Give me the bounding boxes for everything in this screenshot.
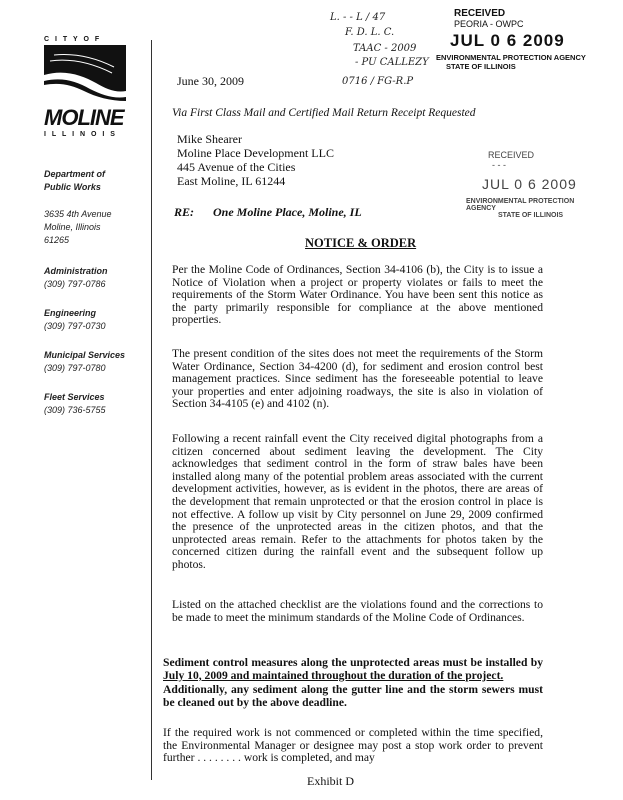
stamp2-office: - - - [492,160,506,170]
exhibit-footer: Exhibit D [307,774,354,788]
sidebar-address-2: Moline, Illinois [44,222,101,232]
delivery-method: Via First Class Mail and Certified Mail Return Receipt Requested [172,107,476,119]
re-subject: One Moline Place, Moline, IL [213,205,362,219]
sidebar-contact-phone: (309) 797-0786 [44,279,106,289]
sidebar-contact-label: Fleet Services [44,392,105,402]
stop-work-paragraph: If the required work is not commenced or completed within the time specified, the Environmental Manager or designee may post a stop work order to prevent further . . . . . . . . work is completed, and may [163,726,543,765]
letter-date: June 30, 2009 [177,74,244,88]
sidebar-contact-label: Municipal Services [44,350,126,360]
stamp-office: PEORIA - OWPC [454,19,524,29]
sidebar-contact-phone: (309) 797-0780 [44,363,106,373]
recipient-city: East Moline, IL 61244 [177,174,286,188]
stamp-received-label: RECEIVED [454,8,506,19]
recipient-name: Mike Shearer [177,132,242,146]
sidebar-divider [151,40,152,780]
deadline-date: July 10, 2009 and maintained throughout the duration of the project. [163,668,504,682]
sidebar-contact-label: Engineering [44,308,97,318]
handwritten-note-2: F. D. L. C. [345,27,395,38]
deadline-text: Sediment control measures along the unprotected areas must be installed by [163,656,543,669]
handwritten-note-1: L. - - L / 47 [330,12,386,23]
deadline-paragraph [163,657,543,682]
handwritten-note-5: 0716 / FG-R.P [342,76,414,87]
stamp2-received-label: RECEIVED [488,150,535,160]
sidebar-contact-phone: (309) 736-5755 [44,405,106,415]
sidebar-address-3: 61265 [44,235,70,245]
re-label: RE: [174,205,195,219]
sidebar-address-1: 3635 4th Avenue [44,209,112,219]
sidebar-department: Department of Public Works [44,169,106,192]
logo-name: MOLINE [44,105,124,130]
logo-river-icon [44,45,126,103]
stamp-date: JUL 0 6 2009 [450,31,565,50]
logo-state: I L L I N O I S [44,131,117,138]
paragraph-4: Listed on the attached checklist are the violations found and the corrections to be made to meet the minimum standards of the Moline Code of Ordinances. [172,598,543,624]
stamp2-date: JUL 0 6 2009 [482,176,577,192]
sidebar [44,168,134,417]
cleanup-paragraph: Additionally, any sediment along the gutter line and the storm sewers must be cleaned out by the above deadline. [163,683,543,709]
recipient-company: Moline Place Development LLC [177,146,334,160]
stamp2-agency: ENVIRONMENTAL PROTECTION AGENCY [466,198,575,212]
stamp-agency: ENVIRONMENTAL PROTECTION AGENCY [436,53,586,62]
city-logo [44,36,134,138]
paragraph-1: Per the Moline Code of Ordinances, Section 34-4106 (b), the City is to issue a Notice of Violation when a project or property violates or fails to meet the requirements of the Storm Water Ordinance. You have been sent this notice as the party primarily responsible for compliance at the above mentioned properties. [172,263,543,327]
handwritten-note-4: - PU CALLEZY [355,57,429,68]
received-stamp-middle [466,150,596,219]
received-stamp-top [436,8,586,71]
recipient-street: 445 Avenue of the Cities [177,160,296,174]
recipient-block [177,132,334,188]
paragraph-3: Following a recent rainfall event the City received digital photographs from a citizen concerned about sediment leaving the development. The City acknowledges that sediment control in the form of straw bales have been installed along many of the potential problem areas associated with the current development activities, however, as is evident in the photos, there are areas of the development that remain unprotected or that the erosion control in place is not effective. A follow up visit by City personnel on June 29, 2009 confirmed the presence of the unprotected areas in the citizen photos, and that the unprotected areas remain. Refer to the attachments for photos taken by the concerned citizen during the rainfall event and the subsequent follow up photos. [172,432,543,571]
paragraph-2: The present condition of the sites does not meet the requirements of the Storm Water Ordinance, Section 34-4200 (d), for sediment and erosion control best management practices. Since sediment has the foreseeable potential to leave your properties and enter adjoining roadways, the site is also in violation of Section 34-4105 (e) and 4102 (n). [172,347,543,411]
handwritten-note-3: TAAC - 2009 [353,43,417,54]
stamp-state: STATE OF ILLINOIS [446,62,516,71]
logo-city-of: C I T Y O F [44,36,102,43]
sidebar-contact-phone: (309) 797-0730 [44,321,106,331]
re-line [174,205,362,220]
sidebar-contact-label: Administration [44,266,108,276]
notice-heading: NOTICE & ORDER [305,236,417,250]
stamp2-state: STATE OF ILLINOIS [498,212,564,219]
